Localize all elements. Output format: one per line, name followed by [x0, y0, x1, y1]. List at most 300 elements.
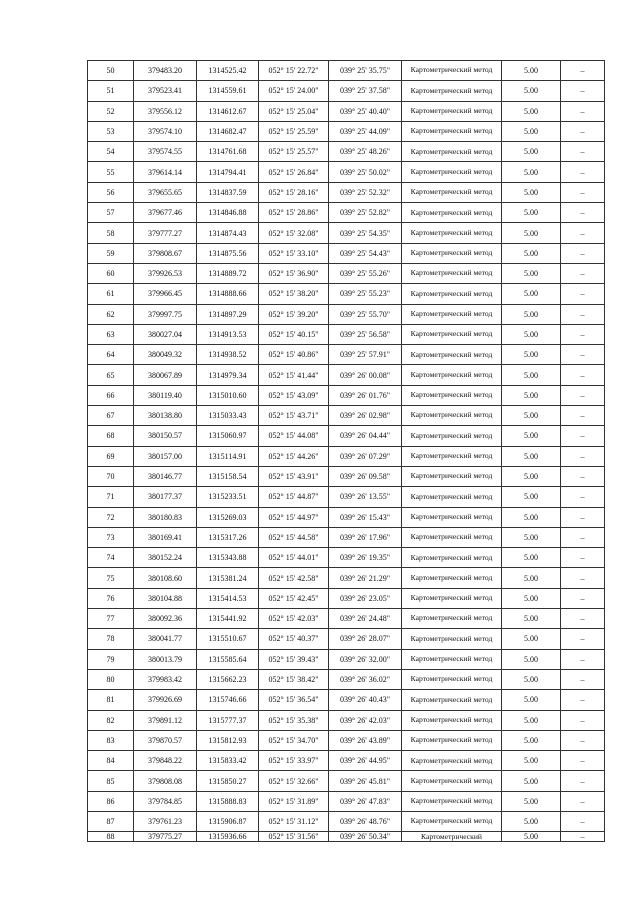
cell-note: –	[561, 385, 605, 405]
cell-method: Картометрический метод	[402, 568, 502, 588]
cell-method: Картометрический метод	[402, 588, 502, 608]
cell-latitude: 052° 15' 44.97"	[259, 507, 329, 527]
cell-accuracy: 5.00	[502, 243, 561, 263]
cell-coord-x: 379614.14	[134, 162, 197, 182]
cell-coord-x: 379523.41	[134, 81, 197, 101]
cell-coord-x: 379808.08	[134, 771, 197, 791]
cell-method: Картометрический метод	[402, 345, 502, 365]
cell-method: Картометрический метод	[402, 771, 502, 791]
table-row	[88, 487, 605, 507]
cell-coord-y: 1315381.24	[197, 568, 259, 588]
cell-coord-y: 1315906.87	[197, 811, 259, 831]
cell-point-number: 50	[88, 61, 134, 81]
cell-point-number: 76	[88, 588, 134, 608]
cell-coord-x: 379848.22	[134, 751, 197, 771]
cell-note: –	[561, 690, 605, 710]
cell-method: Картометрический метод	[402, 284, 502, 304]
table-row	[88, 690, 605, 710]
cell-note: –	[561, 568, 605, 588]
cell-latitude: 052° 15' 22.72"	[259, 61, 329, 81]
cell-method: Картометрический метод	[402, 324, 502, 344]
cell-note: –	[561, 832, 605, 842]
cell-method: Картометрический метод	[402, 649, 502, 669]
cell-accuracy: 5.00	[502, 609, 561, 629]
cell-latitude: 052° 15' 40.37"	[259, 629, 329, 649]
cell-method: Картометрический метод	[402, 162, 502, 182]
cell-coord-x: 380119.40	[134, 385, 197, 405]
cell-latitude: 052° 15' 25.57"	[259, 142, 329, 162]
cell-longitude: 039° 26' 13.55"	[329, 487, 402, 507]
cell-coord-x: 379784.85	[134, 791, 197, 811]
cell-accuracy: 5.00	[502, 730, 561, 750]
cell-coord-x: 379926.53	[134, 263, 197, 283]
cell-note: –	[561, 182, 605, 202]
cell-point-number: 63	[88, 324, 134, 344]
cell-accuracy: 5.00	[502, 466, 561, 486]
cell-longitude: 039° 25' 56.58"	[329, 324, 402, 344]
table-row	[88, 609, 605, 629]
cell-coord-y: 1315317.26	[197, 527, 259, 547]
cell-latitude: 052° 15' 35.38"	[259, 710, 329, 730]
cell-coord-y: 1315888.83	[197, 791, 259, 811]
cell-longitude: 039° 25' 40.40"	[329, 101, 402, 121]
table-row	[88, 406, 605, 426]
cell-method: Картометрический метод	[402, 101, 502, 121]
cell-longitude: 039° 25' 52.32"	[329, 182, 402, 202]
cell-note: –	[561, 730, 605, 750]
cell-accuracy: 5.00	[502, 446, 561, 466]
cell-longitude: 039° 26' 19.35"	[329, 548, 402, 568]
cell-method: Картометрический метод	[402, 365, 502, 385]
cell-latitude: 052° 15' 43.09"	[259, 385, 329, 405]
table-row	[88, 223, 605, 243]
cell-method: Картометрический метод	[402, 609, 502, 629]
cell-latitude: 052° 15' 31.56"	[259, 832, 329, 842]
cell-coord-y: 1315441.92	[197, 609, 259, 629]
cell-point-number: 57	[88, 203, 134, 223]
cell-latitude: 052° 15' 39.43"	[259, 649, 329, 669]
cell-latitude: 052° 15' 42.45"	[259, 588, 329, 608]
cell-note: –	[561, 284, 605, 304]
cell-accuracy: 5.00	[502, 669, 561, 689]
cell-longitude: 039° 25' 54.35"	[329, 223, 402, 243]
cell-coord-y: 1315343.88	[197, 548, 259, 568]
cell-accuracy: 5.00	[502, 751, 561, 771]
cell-longitude: 039° 26' 00.08"	[329, 365, 402, 385]
cell-accuracy: 5.00	[502, 690, 561, 710]
cell-note: –	[561, 223, 605, 243]
table-row	[88, 568, 605, 588]
cell-method: Картометрический метод	[402, 791, 502, 811]
cell-coord-x: 379655.65	[134, 182, 197, 202]
cell-method: Картометрический метод	[402, 81, 502, 101]
cell-note: –	[561, 406, 605, 426]
cell-coord-x: 380049.32	[134, 345, 197, 365]
cell-note: –	[561, 324, 605, 344]
table-row	[88, 162, 605, 182]
cell-accuracy: 5.00	[502, 101, 561, 121]
cell-method: Картометрический метод	[402, 811, 502, 831]
cell-accuracy: 5.00	[502, 649, 561, 669]
cell-point-number: 51	[88, 81, 134, 101]
cell-note: –	[561, 811, 605, 831]
cell-point-number: 87	[88, 811, 134, 831]
cell-coord-x: 380177.37	[134, 487, 197, 507]
cell-method: Картометрический метод	[402, 243, 502, 263]
cell-method: Картометрический метод	[402, 426, 502, 446]
table-row	[88, 81, 605, 101]
cell-note: –	[561, 263, 605, 283]
table-row	[88, 669, 605, 689]
cell-note: –	[561, 203, 605, 223]
cell-latitude: 052° 15' 40.86"	[259, 345, 329, 365]
cell-method: Картометрический метод	[402, 487, 502, 507]
table-row	[88, 710, 605, 730]
cell-note: –	[561, 527, 605, 547]
cell-note: –	[561, 101, 605, 121]
cell-accuracy: 5.00	[502, 203, 561, 223]
table-row	[88, 345, 605, 365]
cell-coord-x: 380157.00	[134, 446, 197, 466]
cell-method: Картометрический метод	[402, 466, 502, 486]
cell-coord-y: 1315585.64	[197, 649, 259, 669]
cell-point-number: 82	[88, 710, 134, 730]
cell-accuracy: 5.00	[502, 304, 561, 324]
cell-method: Картометрический метод	[402, 730, 502, 750]
cell-point-number: 71	[88, 487, 134, 507]
cell-point-number: 88	[88, 832, 134, 842]
cell-longitude: 039° 25' 55.70"	[329, 304, 402, 324]
cell-accuracy: 5.00	[502, 426, 561, 446]
cell-longitude: 039° 25' 48.26"	[329, 142, 402, 162]
cell-latitude: 052° 15' 36.54"	[259, 690, 329, 710]
cell-accuracy: 5.00	[502, 548, 561, 568]
cell-coord-x: 379556.12	[134, 101, 197, 121]
cell-coord-y: 1314979.34	[197, 365, 259, 385]
cell-coord-x: 379483.20	[134, 61, 197, 81]
cell-point-number: 60	[88, 263, 134, 283]
cell-longitude: 039° 25' 55.26"	[329, 263, 402, 283]
cell-longitude: 039° 25' 55.23"	[329, 284, 402, 304]
cell-accuracy: 5.00	[502, 487, 561, 507]
cell-point-number: 69	[88, 446, 134, 466]
cell-note: –	[561, 61, 605, 81]
cell-latitude: 052° 15' 40.15"	[259, 324, 329, 344]
cell-coord-x: 380138.80	[134, 406, 197, 426]
cell-coord-x: 379677.46	[134, 203, 197, 223]
cell-latitude: 052° 15' 42.03"	[259, 609, 329, 629]
table-row	[88, 142, 605, 162]
cell-latitude: 052° 15' 38.42"	[259, 669, 329, 689]
table-row	[88, 263, 605, 283]
cell-accuracy: 5.00	[502, 771, 561, 791]
cell-longitude: 039° 26' 07.29"	[329, 446, 402, 466]
table-row	[88, 466, 605, 486]
cell-point-number: 70	[88, 466, 134, 486]
cell-point-number: 85	[88, 771, 134, 791]
cell-longitude: 039° 25' 50.02"	[329, 162, 402, 182]
cell-note: –	[561, 710, 605, 730]
cell-method: Картометрический метод	[402, 263, 502, 283]
cell-latitude: 052° 15' 41.44"	[259, 365, 329, 385]
cell-point-number: 77	[88, 609, 134, 629]
cell-coord-x: 380013.79	[134, 649, 197, 669]
cell-coord-y: 1314897.29	[197, 304, 259, 324]
cell-note: –	[561, 345, 605, 365]
cell-longitude: 039° 26' 36.02"	[329, 669, 402, 689]
cell-latitude: 052° 15' 32.66"	[259, 771, 329, 791]
cell-point-number: 64	[88, 345, 134, 365]
cell-coord-y: 1314525.42	[197, 61, 259, 81]
cell-accuracy: 5.00	[502, 345, 561, 365]
cell-accuracy: 5.00	[502, 588, 561, 608]
cell-accuracy: 5.00	[502, 142, 561, 162]
cell-coord-y: 1315233.51	[197, 487, 259, 507]
cell-coord-y: 1314682.47	[197, 121, 259, 141]
cell-point-number: 72	[88, 507, 134, 527]
cell-note: –	[561, 791, 605, 811]
cell-method: Картометрический метод	[402, 527, 502, 547]
cell-method: Картометрический метод	[402, 751, 502, 771]
cell-coord-y: 1314846.88	[197, 203, 259, 223]
cell-note: –	[561, 751, 605, 771]
cell-note: –	[561, 649, 605, 669]
cell-latitude: 052° 15' 24.00"	[259, 81, 329, 101]
cell-accuracy: 5.00	[502, 182, 561, 202]
cell-note: –	[561, 81, 605, 101]
cell-note: –	[561, 548, 605, 568]
cell-latitude: 052° 15' 43.91"	[259, 466, 329, 486]
table-row	[88, 203, 605, 223]
cell-coord-x: 379891.12	[134, 710, 197, 730]
cell-longitude: 039° 26' 17.96"	[329, 527, 402, 547]
cell-note: –	[561, 629, 605, 649]
cell-coord-y: 1314888.66	[197, 284, 259, 304]
cell-note: –	[561, 121, 605, 141]
table-row	[88, 832, 605, 842]
cell-coord-x: 379926.69	[134, 690, 197, 710]
cell-accuracy: 5.00	[502, 710, 561, 730]
cell-coord-x: 380169.41	[134, 527, 197, 547]
table-row	[88, 791, 605, 811]
cell-latitude: 052° 15' 42.58"	[259, 568, 329, 588]
cell-latitude: 052° 15' 38.20"	[259, 284, 329, 304]
cell-coord-x: 379808.67	[134, 243, 197, 263]
cell-coord-x: 380041.77	[134, 629, 197, 649]
cell-coord-x: 380150.57	[134, 426, 197, 446]
table-body	[88, 61, 605, 842]
cell-method: Картометрический метод	[402, 61, 502, 81]
cell-longitude: 039° 26' 45.81"	[329, 771, 402, 791]
cell-method: Картометрический метод	[402, 629, 502, 649]
cell-latitude: 052° 15' 44.26"	[259, 446, 329, 466]
cell-method: Картометрический метод	[402, 203, 502, 223]
cell-point-number: 62	[88, 304, 134, 324]
cell-coord-y: 1315414.53	[197, 588, 259, 608]
cell-note: –	[561, 304, 605, 324]
cell-coord-x: 379983.42	[134, 669, 197, 689]
cell-method: Картометрический метод	[402, 690, 502, 710]
cell-note: –	[561, 446, 605, 466]
cell-note: –	[561, 588, 605, 608]
coordinates-table	[87, 60, 605, 842]
table-row	[88, 284, 605, 304]
cell-longitude: 039° 26' 40.43"	[329, 690, 402, 710]
table-row	[88, 365, 605, 385]
cell-latitude: 052° 15' 31.12"	[259, 811, 329, 831]
cell-latitude: 052° 15' 44.01"	[259, 548, 329, 568]
cell-longitude: 039° 25' 44.09"	[329, 121, 402, 141]
cell-coord-x: 379997.75	[134, 304, 197, 324]
cell-point-number: 73	[88, 527, 134, 547]
cell-accuracy: 5.00	[502, 629, 561, 649]
table-row	[88, 771, 605, 791]
cell-coord-x: 380108.60	[134, 568, 197, 588]
table-row	[88, 304, 605, 324]
cell-coord-x: 380067.89	[134, 365, 197, 385]
cell-coord-y: 1315114.91	[197, 446, 259, 466]
cell-coord-y: 1314612.67	[197, 101, 259, 121]
cell-coord-x: 379761.23	[134, 811, 197, 831]
cell-note: –	[561, 487, 605, 507]
cell-coord-x: 380092.36	[134, 609, 197, 629]
cell-latitude: 052° 15' 34.70"	[259, 730, 329, 750]
cell-latitude: 052° 15' 44.08"	[259, 426, 329, 446]
cell-method: Картометрический метод	[402, 710, 502, 730]
cell-point-number: 65	[88, 365, 134, 385]
cell-longitude: 039° 26' 21.29"	[329, 568, 402, 588]
cell-point-number: 61	[88, 284, 134, 304]
cell-method: Картометрический метод	[402, 548, 502, 568]
cell-latitude: 052° 15' 25.04"	[259, 101, 329, 121]
cell-note: –	[561, 466, 605, 486]
cell-longitude: 039° 26' 50.34"	[329, 832, 402, 842]
table-row	[88, 548, 605, 568]
cell-coord-y: 1314875.56	[197, 243, 259, 263]
cell-longitude: 039° 26' 42.03"	[329, 710, 402, 730]
table-row	[88, 811, 605, 831]
cell-longitude: 039° 26' 15.43"	[329, 507, 402, 527]
cell-longitude: 039° 25' 54.43"	[329, 243, 402, 263]
table-row	[88, 527, 605, 547]
cell-latitude: 052° 15' 36.90"	[259, 263, 329, 283]
cell-coord-y: 1314559.61	[197, 81, 259, 101]
cell-longitude: 039° 26' 24.48"	[329, 609, 402, 629]
cell-coord-y: 1314874.43	[197, 223, 259, 243]
cell-accuracy: 5.00	[502, 263, 561, 283]
table-row	[88, 101, 605, 121]
cell-longitude: 039° 25' 35.75"	[329, 61, 402, 81]
cell-coord-y: 1315033.43	[197, 406, 259, 426]
cell-longitude: 039° 26' 47.83"	[329, 791, 402, 811]
table-row	[88, 61, 605, 81]
cell-coord-x: 380104.88	[134, 588, 197, 608]
table-row	[88, 629, 605, 649]
cell-latitude: 052° 15' 33.97"	[259, 751, 329, 771]
cell-point-number: 66	[88, 385, 134, 405]
cell-coord-y: 1315010.60	[197, 385, 259, 405]
cell-coord-x: 379574.10	[134, 121, 197, 141]
cell-coord-y: 1314794.41	[197, 162, 259, 182]
cell-coord-x: 379574.55	[134, 142, 197, 162]
cell-latitude: 052° 15' 25.59"	[259, 121, 329, 141]
table-row	[88, 446, 605, 466]
cell-point-number: 55	[88, 162, 134, 182]
cell-method: Картометрический метод	[402, 669, 502, 689]
cell-latitude: 052° 15' 44.87"	[259, 487, 329, 507]
cell-method: Картометрический метод	[402, 142, 502, 162]
cell-longitude: 039° 26' 23.05"	[329, 588, 402, 608]
cell-note: –	[561, 771, 605, 791]
cell-method: Картометрический метод	[402, 121, 502, 141]
cell-coord-y: 1315662.23	[197, 669, 259, 689]
cell-longitude: 039° 26' 01.76"	[329, 385, 402, 405]
cell-note: –	[561, 365, 605, 385]
cell-longitude: 039° 26' 32.00"	[329, 649, 402, 669]
cell-method: Картометрический метод	[402, 507, 502, 527]
cell-coord-x: 379775.27	[134, 832, 197, 842]
cell-accuracy: 5.00	[502, 162, 561, 182]
cell-point-number: 79	[88, 649, 134, 669]
cell-latitude: 052° 15' 28.86"	[259, 203, 329, 223]
cell-latitude: 052° 15' 44.58"	[259, 527, 329, 547]
cell-longitude: 039° 26' 48.76"	[329, 811, 402, 831]
cell-coord-y: 1315850.27	[197, 771, 259, 791]
cell-method: Картометрический метод	[402, 446, 502, 466]
cell-coord-y: 1315746.66	[197, 690, 259, 710]
cell-point-number: 58	[88, 223, 134, 243]
cell-coord-x: 379777.27	[134, 223, 197, 243]
cell-method: Картометрический метод	[402, 182, 502, 202]
cell-note: –	[561, 162, 605, 182]
cell-coord-y: 1314938.52	[197, 345, 259, 365]
cell-coord-y: 1314913.53	[197, 324, 259, 344]
cell-longitude: 039° 26' 04.44"	[329, 426, 402, 446]
table-row	[88, 507, 605, 527]
cell-coord-y: 1315158.54	[197, 466, 259, 486]
cell-method: Картометрический метод	[402, 385, 502, 405]
cell-accuracy: 5.00	[502, 385, 561, 405]
cell-point-number: 67	[88, 406, 134, 426]
cell-point-number: 81	[88, 690, 134, 710]
cell-accuracy: 5.00	[502, 324, 561, 344]
cell-coord-y: 1315510.67	[197, 629, 259, 649]
cell-point-number: 75	[88, 568, 134, 588]
cell-coord-y: 1315833.42	[197, 751, 259, 771]
cell-accuracy: 5.00	[502, 832, 561, 842]
cell-latitude: 052° 15' 32.08"	[259, 223, 329, 243]
cell-latitude: 052° 15' 28.16"	[259, 182, 329, 202]
table-row	[88, 751, 605, 771]
cell-point-number: 80	[88, 669, 134, 689]
table-row	[88, 649, 605, 669]
cell-accuracy: 5.00	[502, 791, 561, 811]
cell-method: Картометрический метод	[402, 406, 502, 426]
cell-note: –	[561, 609, 605, 629]
cell-note: –	[561, 507, 605, 527]
cell-coord-y: 1314837.59	[197, 182, 259, 202]
cell-accuracy: 5.00	[502, 406, 561, 426]
cell-note: –	[561, 243, 605, 263]
table-row	[88, 385, 605, 405]
cell-method: Картометрический	[402, 832, 502, 842]
cell-longitude: 039° 25' 52.82"	[329, 203, 402, 223]
cell-point-number: 53	[88, 121, 134, 141]
cell-coord-x: 379870.57	[134, 730, 197, 750]
cell-latitude: 052° 15' 33.10"	[259, 243, 329, 263]
cell-point-number: 56	[88, 182, 134, 202]
cell-longitude: 039° 25' 37.58"	[329, 81, 402, 101]
